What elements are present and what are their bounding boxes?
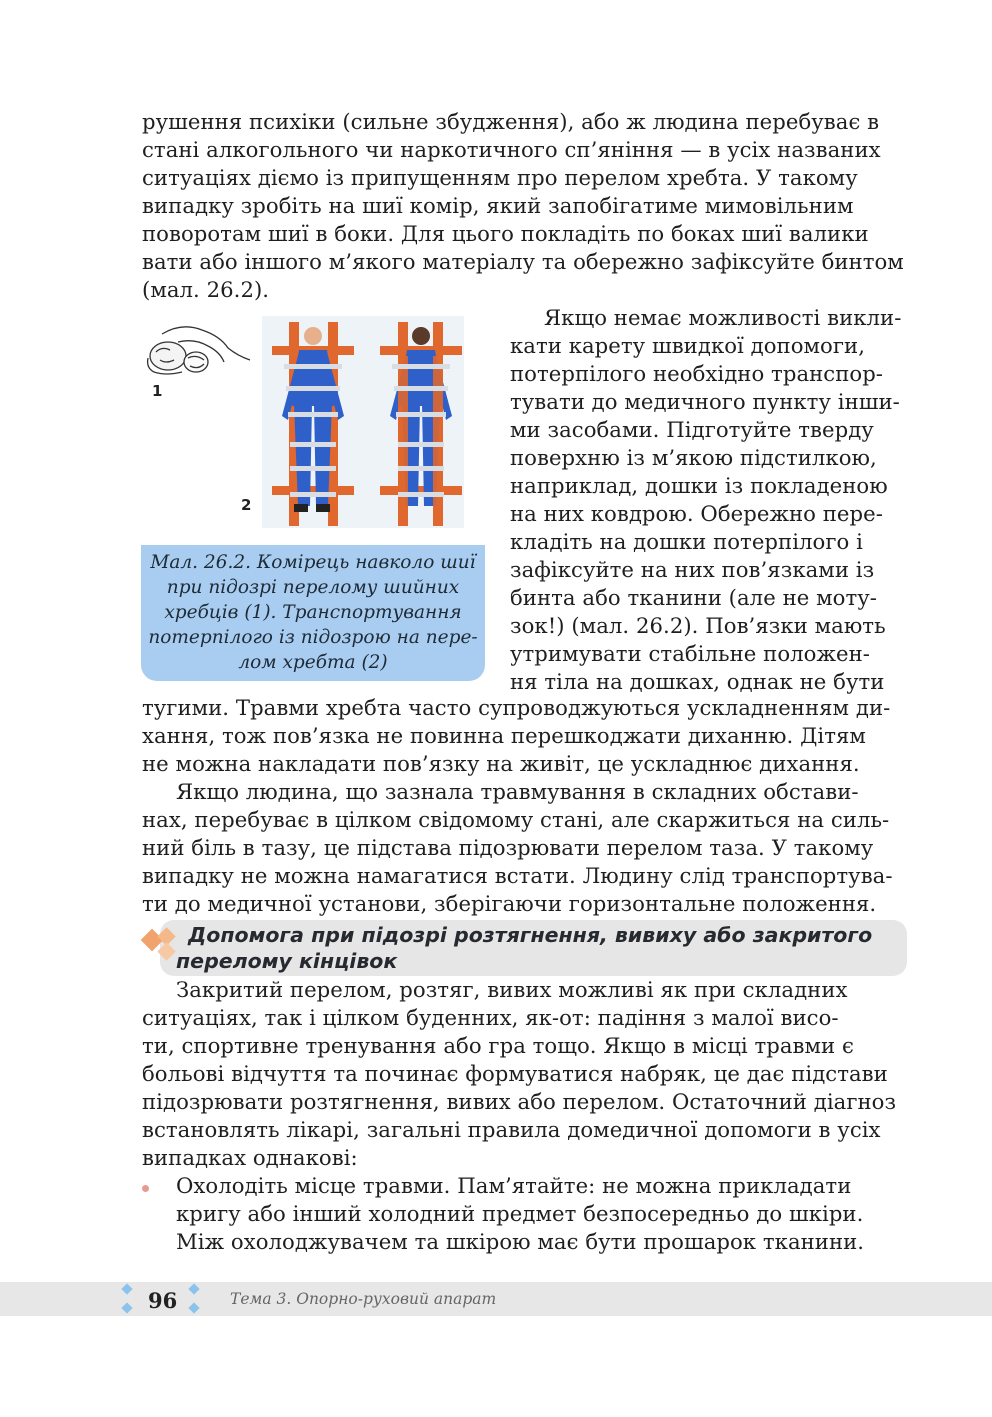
text-line: випадку зробіть на шиї комір, який запобігатиме мимовільним [142, 193, 854, 218]
caption-line: лом хребта (2) [238, 652, 388, 673]
text-line: Між охолоджувачем та шкірою має бути прошарок тканини. [176, 1229, 865, 1254]
text-line: (мал. 26.2). [142, 277, 270, 302]
text-line: больові відчуття та починає формуватися набряк, це дає підстави [142, 1061, 888, 1086]
heading-line: перелому кінцівок [176, 949, 398, 973]
figure-label-2: 2 [241, 496, 252, 514]
text-line: кригу або інший холодний предмет безпосередньо до шкіри. [176, 1201, 864, 1226]
text-line: випадках однакові: [142, 1145, 358, 1170]
text-line: ми засобами. Підготуйте тверду [510, 417, 874, 442]
text-line: встановлять лікарі, загальні правила домедичної допомоги в усіх [142, 1117, 881, 1142]
running-title: Тема 3. Опорно-руховий апарат [230, 1290, 497, 1308]
text-line: зок!) (мал. 26.2). Пов’язки мають [510, 613, 886, 638]
text-line: стані алкогольного чи наркотичного сп’яніння — в усіх названих [142, 137, 881, 162]
text-line: зафіксуйте на них пов’язками із [510, 557, 875, 582]
text-line: утримувати стабільне положен- [510, 641, 870, 666]
text-line: наприклад, дошки із покладеною [510, 473, 888, 498]
text-line: ня тіла на дошках, однак не бути [510, 669, 885, 694]
text-line: потерпілого необхідно транспор- [510, 361, 884, 386]
text-line: рушення психіки (сильне збудження), або ж людина перебуває в [142, 109, 880, 134]
text-line: Якщо немає можливості викли- [544, 305, 902, 330]
text-line: випадку не можна намагатися встати. Людину слід транспортува- [142, 863, 893, 888]
text-line: поверхню із м’якою підстилкою, [510, 445, 877, 470]
spine-transport-illustration [142, 316, 492, 536]
text-line: кладіть на дошки потерпілого і [510, 529, 863, 554]
text-line: ситуаціях діємо із припущенням про перелом хребта. У такому [142, 165, 858, 190]
text-line: ти до медичної установи, зберігаючи горизонтальне положення. [142, 891, 877, 916]
text-line: Якщо людина, що зазнала травмування в складних обстави- [176, 779, 859, 804]
figure-caption [141, 545, 485, 681]
text-line: підозрювати розтягнення, вивих або перелом. Остаточний діагноз [142, 1089, 897, 1114]
text-line: ситуаціях, так і цілком буденних, як-от: падіння з малої висо- [142, 1005, 839, 1030]
text-line: кати карету швидкої допомоги, [510, 333, 865, 358]
figure-label-1: 1 [152, 382, 163, 400]
text-line: ний біль в тазу, це підстава підозрювати перелом таза. У такому [142, 835, 874, 860]
page-number: 96 [148, 1288, 178, 1313]
text-line: поворотам шиї в боки. Для цього покладіть по боках шиї валики [142, 221, 869, 246]
text-line: нах, перебуває в цілком свідомому стані, але скаржиться на силь- [142, 807, 890, 832]
text-line: вати або іншого м’якого матеріалу та обережно зафіксуйте бинтом [142, 249, 904, 274]
heading-line: Допомога при підозрі розтягнення, вивиху або закритого [188, 923, 873, 947]
text-line: на них ковдрою. Обережно пере- [510, 501, 883, 526]
caption-line: при підозрі перелому шийних [166, 577, 460, 598]
figure-illustration [142, 316, 492, 536]
text-line: Охолодіть місце травми. Пам’ятайте: не можна прикладати [176, 1173, 852, 1198]
text-line: тувати до медичного пункту інши- [510, 389, 900, 414]
text-line: ти, спортивне тренування або гра тощо. Якщо в місці травми є [142, 1033, 854, 1058]
text-line: хання, тож пов’язка не повинна перешкоджати диханню. Дітям [142, 723, 866, 748]
text-line: Закритий перелом, розтяг, вивих можливі як при складних [176, 977, 848, 1002]
bullet-icon [142, 1185, 149, 1192]
caption-line: Мал. 26.2. Комірець навколо шиї [150, 552, 476, 573]
caption-line: хребців (1). Транспортування [164, 602, 462, 623]
text-line: тугими. Травми хребта часто супроводжуються ускладненням ди- [142, 695, 891, 720]
text-line: не можна накладати пов’язку на живіт, це ускладнює дихання. [142, 751, 860, 776]
neck-collar-sketch [148, 327, 250, 374]
caption-line: потерпілого із підозрою на пере- [148, 627, 478, 648]
text-line: бинта або тканини (але не моту- [510, 585, 877, 610]
